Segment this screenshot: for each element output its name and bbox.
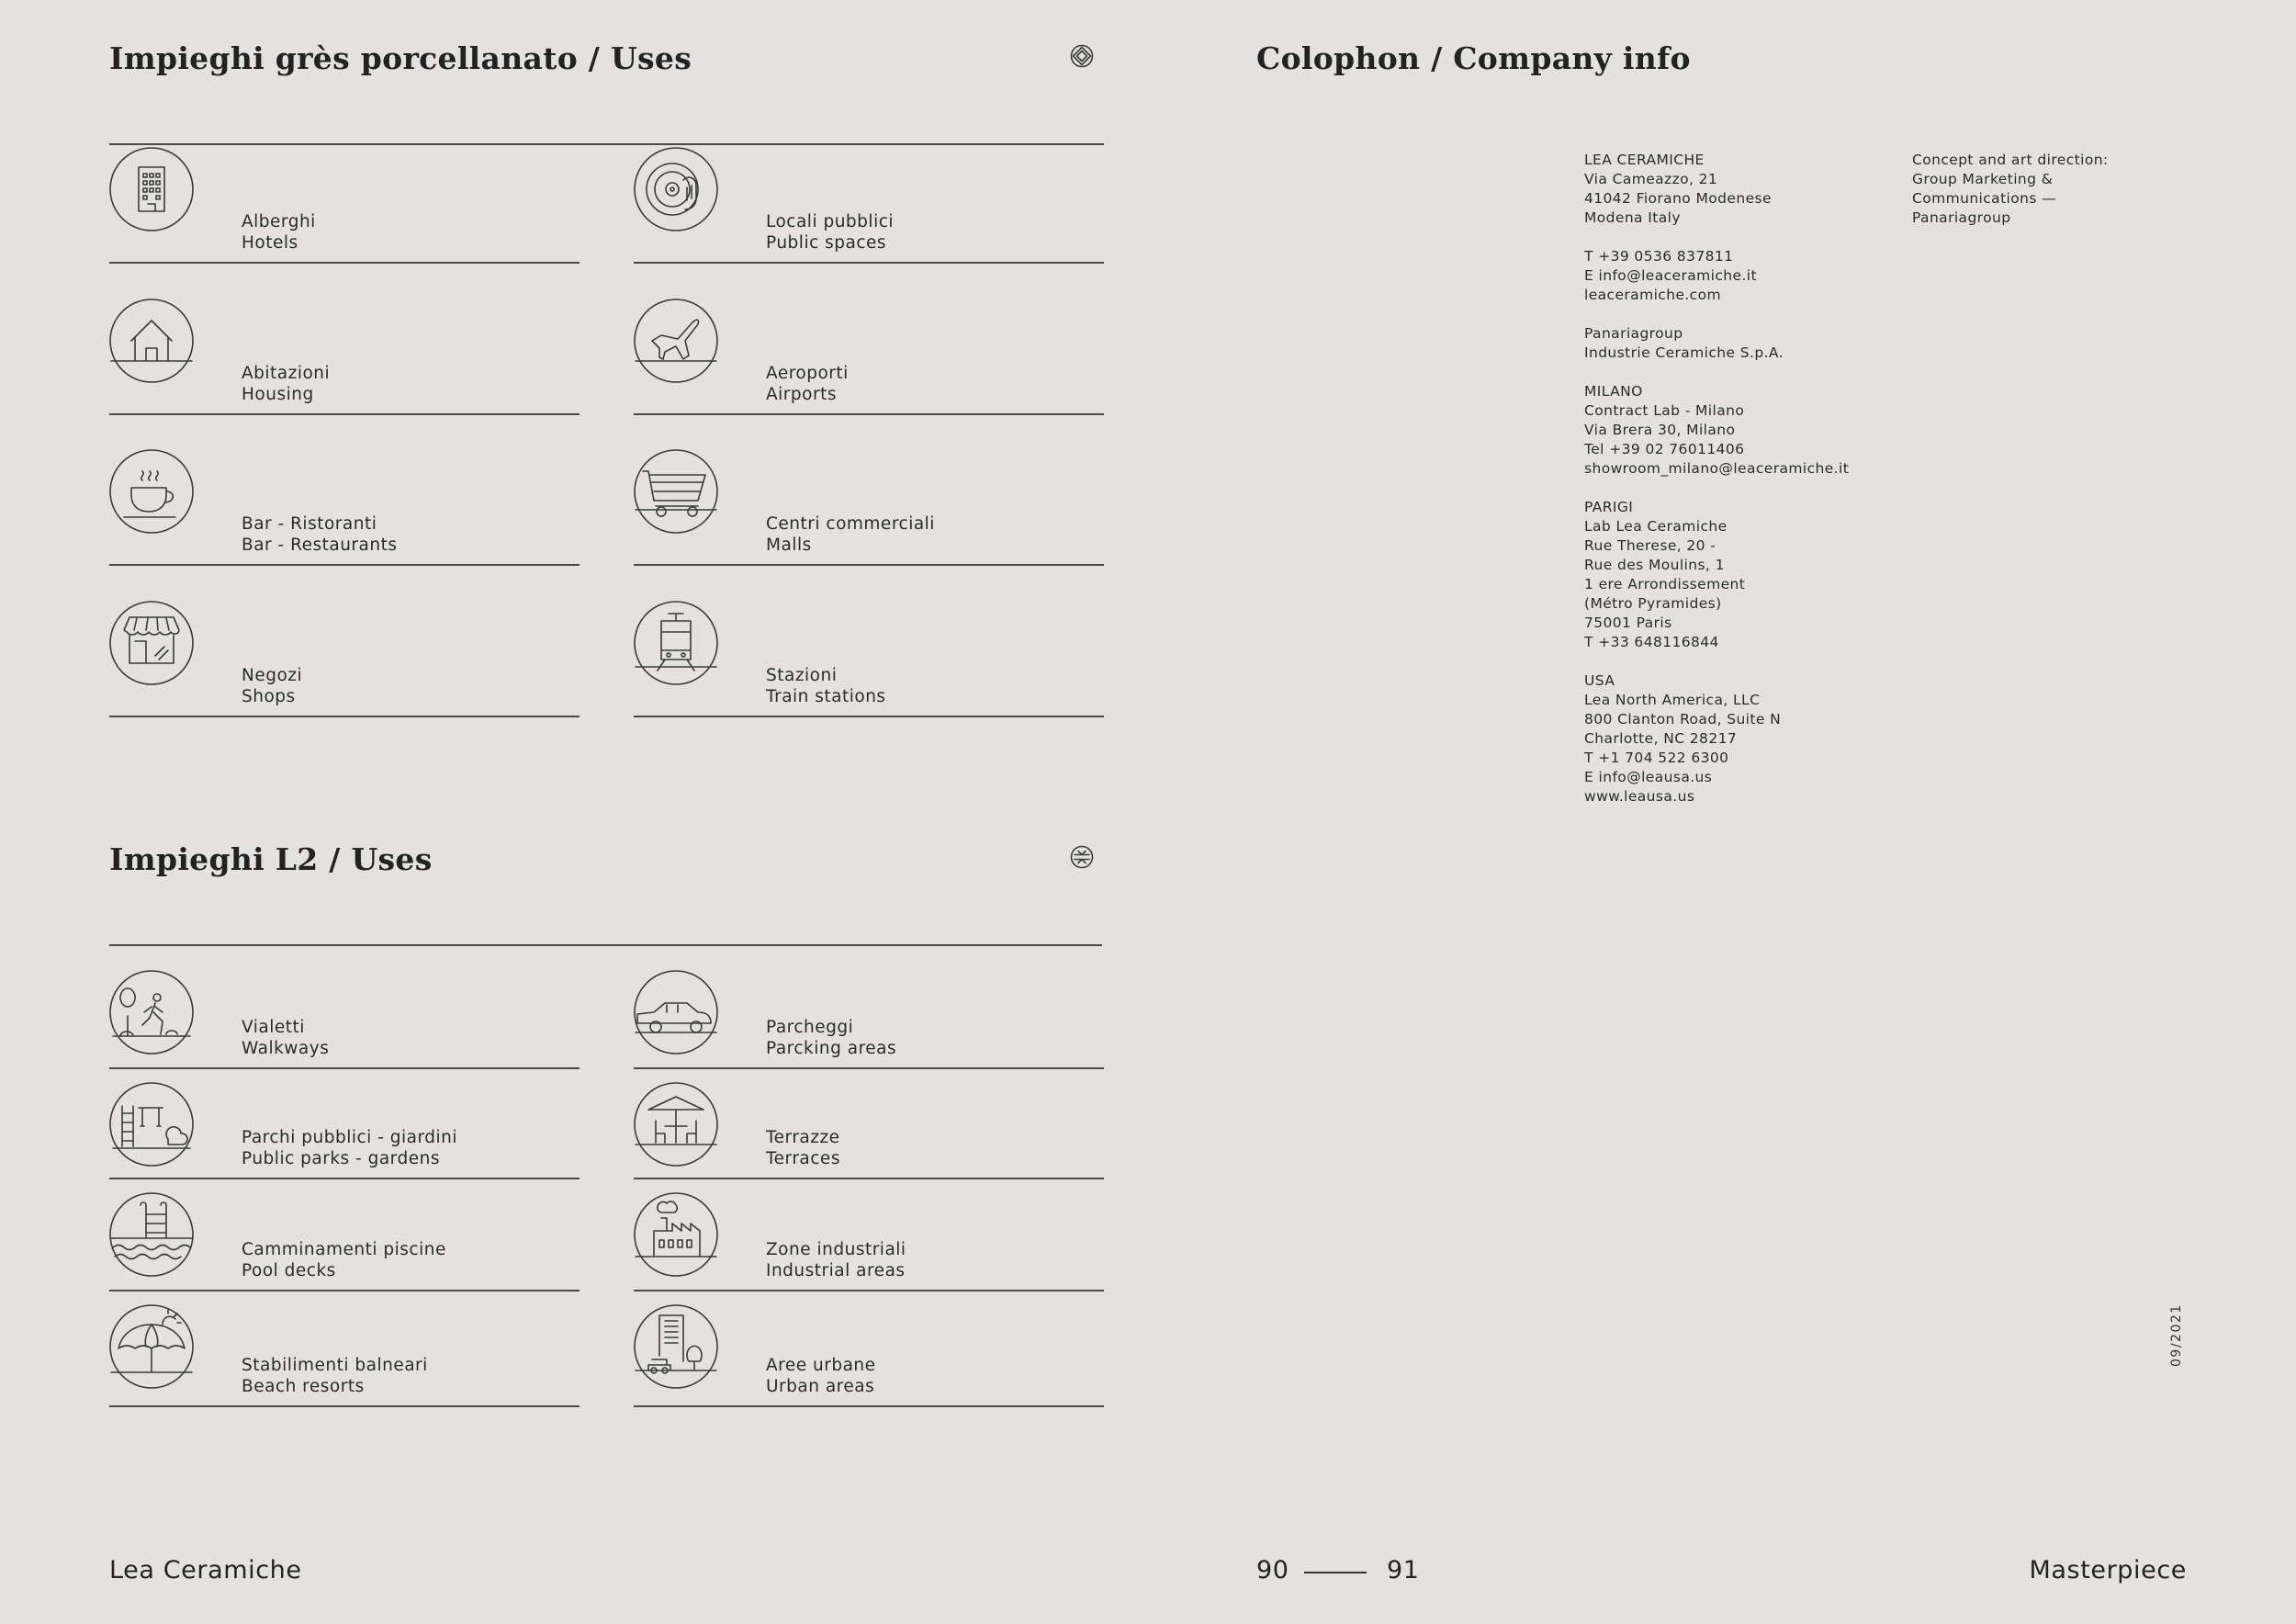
page-number-left: 90 [1256, 1556, 1289, 1585]
credits-column [1912, 151, 2109, 247]
website-link[interactable]: www.leausa.us [1584, 788, 1695, 805]
walking-person-icon [109, 970, 194, 1054]
edition-date: 09/2021 [2169, 1303, 2184, 1367]
section-title-l2-uses: Impieghi L2 / Uses [109, 841, 433, 877]
email-link[interactable]: E info@leausa.us [1584, 769, 1713, 785]
train-icon [634, 601, 718, 685]
company-address-column [1584, 151, 1849, 826]
use-item-malls: Centri commerciali Malls [634, 449, 1104, 566]
use-item-parking-areas: Parcheggi Parcking areas [634, 953, 1104, 1069]
shopping-cart-icon [634, 449, 718, 534]
section-title-uses: Impieghi grès porcellanato / Uses [109, 40, 692, 76]
car-icon [634, 970, 718, 1054]
footer-collection: Masterpiece [2029, 1556, 2187, 1585]
airplane-icon [634, 299, 718, 383]
use-item-walkways: Vialetti Walkways [109, 953, 580, 1069]
colophon-title: Colophon / Company info [1256, 40, 1691, 76]
use-item-public-spaces: Locali pubblici Public spaces [634, 147, 1104, 264]
address-block-company: LEA CERAMICHE Via Cameazzo, 21 41042 Fiorano Modenese Modena Italy [1584, 152, 1772, 226]
use-item-public-parks: Parchi pubblici - giardini Public parks - gardens [109, 1067, 580, 1179]
credits-block: Concept and art direction: Group Marketing & Communications — Panariagroup [1912, 152, 2109, 226]
use-item-hotels: Alberghi Hotels [109, 147, 580, 264]
divider [109, 143, 1104, 145]
use-item-beach-resorts: Stabilimenti balneari Beach resorts [109, 1290, 580, 1407]
use-item-pool-decks: Camminamenti piscine Pool decks [109, 1178, 580, 1291]
diamond-circle-icon [1070, 44, 1094, 68]
playground-icon [109, 1082, 194, 1167]
address-block-usa: USA Lea North America, LLC 800 Clanton Road, Suite N Charlotte, NC 28217 T +1 704 522 6300 E info@leausa.us www.leausa.us [1584, 671, 1849, 806]
footer-brand: Lea Ceramiche [109, 1556, 302, 1585]
address-block-milano: MILANO Contract Lab - Milano Via Brera 30, Milano Tel +39 02 76011406 showroom_milano@leaceramiche.it [1584, 383, 1850, 477]
use-item-bar-restaurants: Bar - Ristoranti Bar - Restaurants [109, 449, 580, 566]
address-block-group: Panariagroup Industrie Ceramiche S.p.A. [1584, 325, 1784, 361]
use-item-shops: Negozi Shops [109, 601, 580, 717]
divider [109, 944, 1102, 946]
page-number-right: 91 [1387, 1556, 1420, 1585]
email-link[interactable]: showroom_milano@leaceramiche.it [1584, 460, 1850, 477]
use-item-terraces: Terrazze Terraces [634, 1067, 1104, 1179]
l2-circle-icon [1070, 845, 1094, 869]
page-number-separator [1304, 1572, 1367, 1573]
email-link[interactable]: E info@leaceramiche.it [1584, 267, 1757, 284]
pool-ladder-icon [109, 1192, 194, 1277]
shop-awning-icon [109, 601, 194, 685]
website-link[interactable]: leaceramiche.com [1584, 287, 1721, 303]
coffee-cup-icon [109, 449, 194, 534]
use-item-industrial-areas: Zone industriali Industrial areas [634, 1178, 1104, 1291]
beach-umbrella-icon [109, 1304, 194, 1389]
hotel-building-icon [109, 147, 194, 231]
house-icon [109, 299, 194, 383]
address-block-contacts: T +39 0536 837811 E info@leaceramiche.it leaceramiche.com [1584, 247, 1849, 305]
use-item-airports: Aeroporti Airports [634, 299, 1104, 415]
terrace-umbrella-icon [634, 1082, 718, 1167]
use-item-urban-areas: Aree urbane Urban areas [634, 1290, 1104, 1407]
use-item-housing: Abitazioni Housing [109, 299, 580, 415]
factory-icon [634, 1192, 718, 1277]
use-item-train-stations: Stazioni Train stations [634, 601, 1104, 717]
vinyl-record-icon [634, 147, 718, 231]
urban-building-icon [634, 1304, 718, 1389]
address-block-parigi: PARIGI Lab Lea Ceramiche Rue Therese, 20 - Rue des Moulins, 1 1 ere Arrondissement (Métro Pyramides) 75001 Paris T +33 648116844 [1584, 499, 1746, 650]
